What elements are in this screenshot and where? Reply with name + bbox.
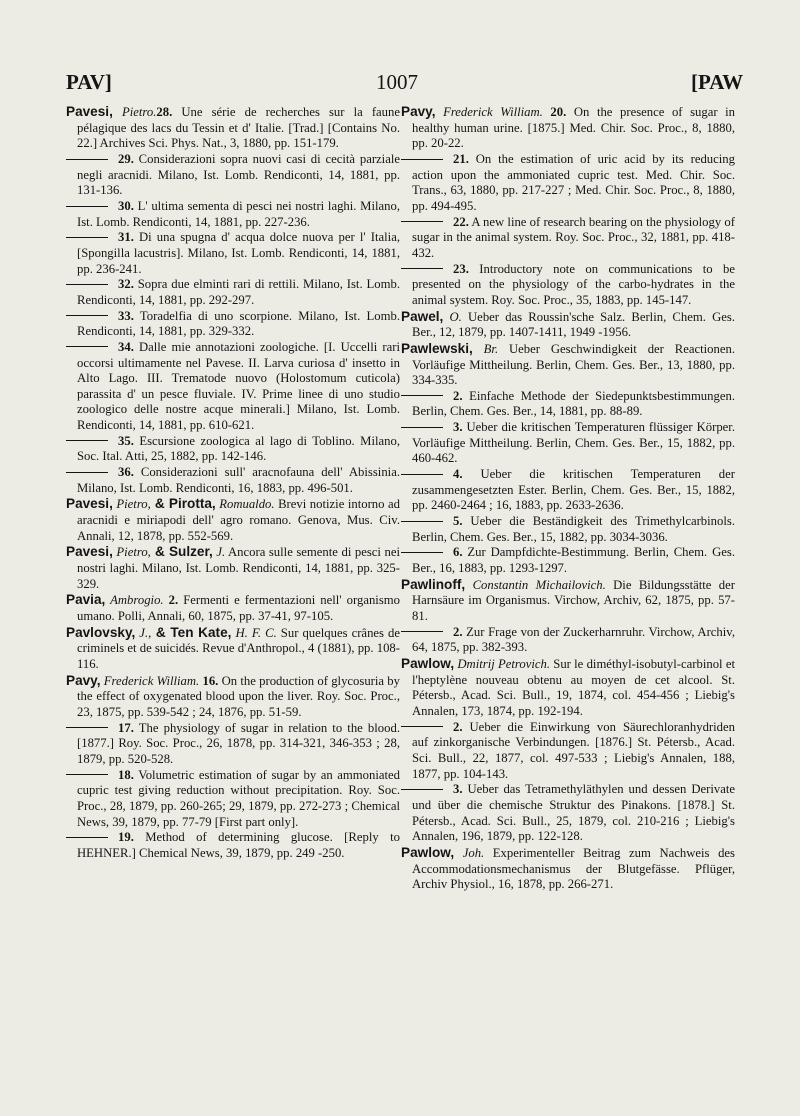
bibliography-entry xyxy=(66,309,400,340)
author-name: Pawlinoff, xyxy=(401,576,466,592)
author-name: Pavy, xyxy=(401,104,436,119)
left-column xyxy=(66,104,400,862)
entry-text: Einfache Methode der Siedepunktsbestimmungen. Berlin, Chem. Ges. Ber., 14, 1881, pp. 88-89. xyxy=(412,388,735,419)
entry-number: 33. xyxy=(118,308,134,323)
bibliography-entry xyxy=(401,215,735,262)
bibliography-entry xyxy=(401,262,735,309)
author-given-name: Constantin Michailovich. xyxy=(465,577,606,592)
entry-text: Sopra due elminti rari di rettili. Milano, Ist. Lomb. Rendiconti, 14, 1881, pp. 292-297. xyxy=(77,277,400,307)
entry-number: 2. xyxy=(163,593,179,608)
bibliography-entry xyxy=(66,277,400,308)
header-right: [PAW xyxy=(691,70,744,94)
author-name: Pawlow, xyxy=(401,844,455,860)
entry-text: Toradelfia di uno scorpione. Milano, Ist. Lomb. Rendiconti, 14, 1881, pp. 329-332. xyxy=(77,308,400,339)
author-given-name: Frederick William. xyxy=(100,673,200,688)
ditto-dash xyxy=(66,472,108,473)
entry-number: 17. xyxy=(118,720,134,735)
entry-number: 34. xyxy=(118,339,134,354)
entry-text: Considerazioni sopra nuovi casi di cecità parziale negli aracnidi. Milano, Ist. Lomb. Rendiconti, 14, 1881, pp. 131-136. xyxy=(77,151,400,198)
entry-text: Sur le diméthyl-isobutyl-carbinol et l'heptylène nouveau obtenu au moyen de cet alcool. St. Pétersb., Acad. Sci. Bull., 19, 1874, col. 454-456 ; Liebig's Annalen, 173, 1874, pp. 192-194. xyxy=(412,656,735,718)
author-name: Pavesi, xyxy=(66,104,113,119)
entry-number: 21. xyxy=(453,151,469,166)
bibliography-entry xyxy=(66,152,400,199)
bibliography-entry xyxy=(401,309,735,341)
bibliography-entry xyxy=(66,199,400,230)
author-given-name: Br. xyxy=(472,341,499,356)
author-given-name: Pietro, xyxy=(112,497,151,512)
entry-text: Zur Frage von der Zuckerharnruhr. Virchow, Archiv, 64, 1875, pp. 382-393. xyxy=(412,624,735,655)
bibliography-entry xyxy=(401,577,735,625)
bibliography-entry xyxy=(66,768,400,831)
entry-text: Dalle mie annotazioni zoologiche. [I. Uccelli rari occorsi ultimamente nel Pavese. II. Larva curiosa d' insetto in Alto Lago. III. Trematode nuovo (Holostomum cuticola) parassita d' un pesce fluviale. IV. Prime linee di uno studio zoologico delle nostre acque minerali.] Milano, Ist. Lomb. Rendiconti, 14, 1881, pp. 610-621. xyxy=(77,339,400,433)
author-name: Pavesi, xyxy=(66,496,113,512)
entry-number: 23. xyxy=(453,261,469,276)
bibliography-entry xyxy=(401,389,735,420)
author-name: Pawlewski, xyxy=(401,340,473,356)
author-given-name: Frederick William. xyxy=(435,105,543,119)
bibliography-entry xyxy=(66,104,400,152)
entry-text: Escursione zoologica al lago di Toblino. Milano, Soc. Ital. Atti, 25, 1882, pp. 142-146. xyxy=(77,433,400,464)
ditto-dash xyxy=(401,789,443,790)
bibliography-entry xyxy=(401,625,735,656)
entry-text: Experimenteller Beitrag zum Nachweis des Accommodationsmechanismus der Blutgefässe. Pflüger, Archiv Physiol., 16, 1878, pp. 266-271. xyxy=(412,845,735,892)
coauthor-name: & Pirotta, xyxy=(150,496,216,512)
ditto-dash xyxy=(401,221,443,222)
entry-number: 30. xyxy=(118,198,134,213)
ditto-dash xyxy=(401,552,443,553)
author-given-name: Dmitrij Petrovich. xyxy=(454,656,551,671)
entry-number: 16. xyxy=(199,673,219,688)
entry-text: Considerazioni sull' aracnofauna dell' Abissinia. Milano, Ist. Lomb. Rendiconti, 16, 1883, pp. 496-501. xyxy=(77,465,400,495)
entry-number: 29. xyxy=(118,151,134,166)
entry-text: Zur Dampfdichte-Bestimmung. Berlin, Chem. Ges. Ber., 16, 1883, pp. 1293-1297. xyxy=(412,545,735,576)
entry-number: 2. xyxy=(453,719,463,734)
ditto-dash xyxy=(401,395,443,396)
ditto-dash xyxy=(66,774,108,775)
entry-text: Ueber Geschwindigkeit der Reactionen. Vorläufige Mittheilung. Berlin, Chem. Ges. Ber., 13, 1880, pp. 334-335. xyxy=(412,341,735,388)
entry-number: 22. xyxy=(453,214,469,229)
ditto-dash xyxy=(401,427,443,428)
ditto-dash xyxy=(66,346,108,347)
ditto-dash xyxy=(401,521,443,522)
entry-text: On the estimation of uric acid by its reducing action upon the ammoniated cupric test. Med. Chir. Soc. Trans., 63, 1880, pp. 217-227 ; Med. Chir. Soc. Proc., 8, 1880, pp. 494-495. xyxy=(412,151,735,213)
entry-text: Ueber die Einwirkung von Säurechloranhydriden auf zinkorganische Verbindungen. [1876.] St. Pétersb., Acad. Sci. Bull., 22, 1877, col. 497-533 ; Liebig's Annalen, 188, 1877, pp. 104-143. xyxy=(412,719,735,781)
bibliography-entry xyxy=(401,104,735,152)
entry-number: 28. xyxy=(156,105,173,119)
coauthor-given-name: Romualdo. xyxy=(215,497,275,512)
ditto-dash xyxy=(66,440,108,441)
bibliography-entry xyxy=(66,673,400,721)
bibliography-entry xyxy=(401,420,735,467)
entry-number: 2. xyxy=(453,388,463,403)
entry-text: Ueber die kritischen Temperaturen der zusammengesetzten Ester. Berlin, Chem. Ges. Ber., 15, 1882, pp. 2460-2464 ; 16, 1883, pp. 2633-2636. xyxy=(412,467,735,513)
entry-text: Die Bildungsstätte der Harnsäure im Organismus. Virchow, Archiv, 62, 1875, pp. 57-81. xyxy=(412,577,736,623)
bibliography-entry xyxy=(66,496,400,544)
author-given-name: J., xyxy=(135,625,152,640)
entry-text: Ueber das Roussin'sche Salz. Berlin, Chem. Ges. Ber., 12, 1879, pp. 1407-1411, 1949 -1956. xyxy=(412,309,735,340)
entry-number: 2. xyxy=(453,624,463,639)
entry-text: Ueber die Beständigkeit des Trimethylcarbinols. Berlin, Chem. Ges. Ber., 15, 1882, pp. 3034-3036. xyxy=(412,514,735,544)
entry-text: Ancora sulle semente di pesci nei nostri laghi. Milano, Ist. Lomb. Rendiconti, 14, 1881, pp. 325-329. xyxy=(77,545,400,591)
bibliography-entry xyxy=(66,230,400,277)
author-given-name: Joh. xyxy=(454,845,485,860)
bibliography-entry xyxy=(401,720,735,783)
entry-text: The physiology of sugar in relation to the blood. [1877.] Roy. Soc. Proc., 26, 1878, pp. 314-321, 346-353 ; 28, 1879, pp. 520-528. xyxy=(77,720,400,766)
author-given-name: Ambrogio. xyxy=(105,593,164,608)
bibliography-entry xyxy=(66,465,400,496)
bibliography-entry xyxy=(401,782,735,845)
ditto-dash xyxy=(66,284,108,285)
bibliography-entry xyxy=(401,545,735,576)
author-name: Pavesi, xyxy=(66,544,113,560)
entry-number: 35. xyxy=(118,433,134,448)
entry-text: Volumetric estimation of sugar by an ammoniated cupric test giving reduction without precipitation. Roy. Soc. Proc., 28, 1879, pp. 260-265; 29, 1879, pp. 272-273 ; Chemical News, 39, 1879, pp. 77-79 [First part only]. xyxy=(77,767,400,829)
ditto-dash xyxy=(66,315,108,316)
bibliography-entry xyxy=(401,845,735,893)
ditto-dash xyxy=(401,726,443,727)
ditto-dash xyxy=(66,159,108,160)
entry-number: 36. xyxy=(118,465,134,480)
ditto-dash xyxy=(66,727,108,728)
entry-text: On the production of glycosuria by the effect of oxygenated blood upon the liver. Roy. Soc. Proc., 23, 1875, pp. 539-542 ; 24, 1876, pp. 51-59. xyxy=(77,673,400,719)
entry-text: Method of determining glucose. [Reply to HEHNER.] Chemical News, 39, 1879, pp. 249 -250. xyxy=(77,830,400,860)
ditto-dash xyxy=(401,474,443,475)
entry-text: On the presence of sugar in healthy human urine. [1875.] Med. Chir. Soc. Proc., 8, 1880, pp. 20-22. xyxy=(412,105,736,151)
entry-number: 6. xyxy=(453,545,463,560)
author-given-name: Pietro, xyxy=(112,545,151,560)
bibliography-entry xyxy=(66,592,400,624)
bibliography-entry xyxy=(401,152,735,215)
ditto-dash xyxy=(401,268,443,269)
page-number: 1007 xyxy=(376,70,418,94)
entry-number: 5. xyxy=(453,514,463,529)
bibliography-entry xyxy=(66,340,400,434)
entry-text: Di una spugna d' acqua dolce nuova per l' Italia, [Spongilla lacustris]. Milano, Ist. Lomb. Rendiconti, 14, 1881, pp. 236-241. xyxy=(77,230,400,276)
entry-text: Fermenti e fermentazioni nell' organismo umano. Polli, Annali, 60, 1875, pp. 37-41, 97-105. xyxy=(77,593,400,623)
entry-text: Brevi notizie intorno ad aracnidi e miriapodi dell' agro romano. Genova, Mus. Civ. Annali, 12, 1878, pp. 552-569. xyxy=(77,497,400,543)
entry-text: L' ultima sementa di pesci nei nostri laghi. Milano, Ist. Lomb. Rendiconti, 14, 1881, pp. 227-236. xyxy=(77,198,400,229)
entry-text: Ueber die kritischen Temperaturen flüssiger Körper. Vorläufige Mittheilung. Berlin, Chem. Ges. Ber., 15, 1882, pp. 460-462. xyxy=(412,420,735,466)
bibliography-entry xyxy=(66,544,400,592)
coauthor-given-name: H. F. C. xyxy=(231,625,277,640)
bibliography-entry xyxy=(66,721,400,768)
page-header xyxy=(0,70,800,100)
coauthor-name: & Sulzer, xyxy=(150,544,213,560)
bibliography-entry xyxy=(401,341,735,389)
entry-number: 31. xyxy=(118,230,134,245)
ditto-dash xyxy=(66,237,108,238)
author-name: Pavlovsky, xyxy=(66,624,136,640)
entry-number: 18. xyxy=(118,767,134,782)
ditto-dash xyxy=(401,159,443,160)
coauthor-given-name: J. xyxy=(212,545,226,560)
ditto-dash xyxy=(66,206,108,207)
right-column xyxy=(401,104,735,893)
author-name: Pawlow, xyxy=(401,655,455,671)
bibliography-entry xyxy=(401,514,735,545)
author-name: Pawel, xyxy=(401,308,444,324)
entry-number: 19. xyxy=(118,830,134,845)
entry-number: 3. xyxy=(453,420,463,435)
entry-text: Une série de recherches sur la faune pélagique des lacs du Tessin et d' Italie. [Trad.] [Contains No. 22.] Archives Sci. Phys. Nat., 3, 1880, pp. 151-179. xyxy=(77,105,400,151)
author-name: Pavy, xyxy=(66,672,101,688)
entry-text: A new line of research bearing on the physiology of sugar in the animal system. Roy. Soc. Proc., 32, 1881, pp. 418-432. xyxy=(412,214,735,260)
bibliography-entry xyxy=(66,625,400,673)
entry-number: 32. xyxy=(118,277,134,292)
bibliography-entry xyxy=(66,830,400,861)
entry-number: 3. xyxy=(453,782,463,797)
coauthor-name: & Ten Kate, xyxy=(151,624,232,640)
entry-number: 20. xyxy=(542,105,567,119)
entry-text: Sur quelques crânes de criminels et de suicidés. Revue d'Anthropol., 4 (1881), pp. 108-116. xyxy=(77,625,400,671)
entry-number: 4. xyxy=(453,467,463,482)
author-given-name: O. xyxy=(443,309,462,324)
bibliography-entry xyxy=(401,467,735,514)
author-name: Pavia, xyxy=(66,592,106,608)
bibliography-entry xyxy=(401,656,735,720)
entry-text: Ueber das Tetramethyläthylen und dessen Derivate und über die chemische Struktur des Pinakons. [1878.] St. Pétersb., Acad. Sci. Bull., 25, 1879, col. 210-216 ; Liebig's Annalen, 196, 1879, pp. 122-128. xyxy=(412,782,735,844)
ditto-dash xyxy=(66,837,108,838)
ditto-dash xyxy=(401,631,443,632)
bibliography-entry xyxy=(66,434,400,465)
header-left: PAV] xyxy=(66,70,112,94)
entry-text: Introductory note on communications to be presented on the physiology of the carbo-hydrates in the animal system. Roy. Soc. Proc., 35, 1883, pp. 145-147. xyxy=(412,261,735,307)
author-given-name: Pietro. xyxy=(112,105,157,119)
